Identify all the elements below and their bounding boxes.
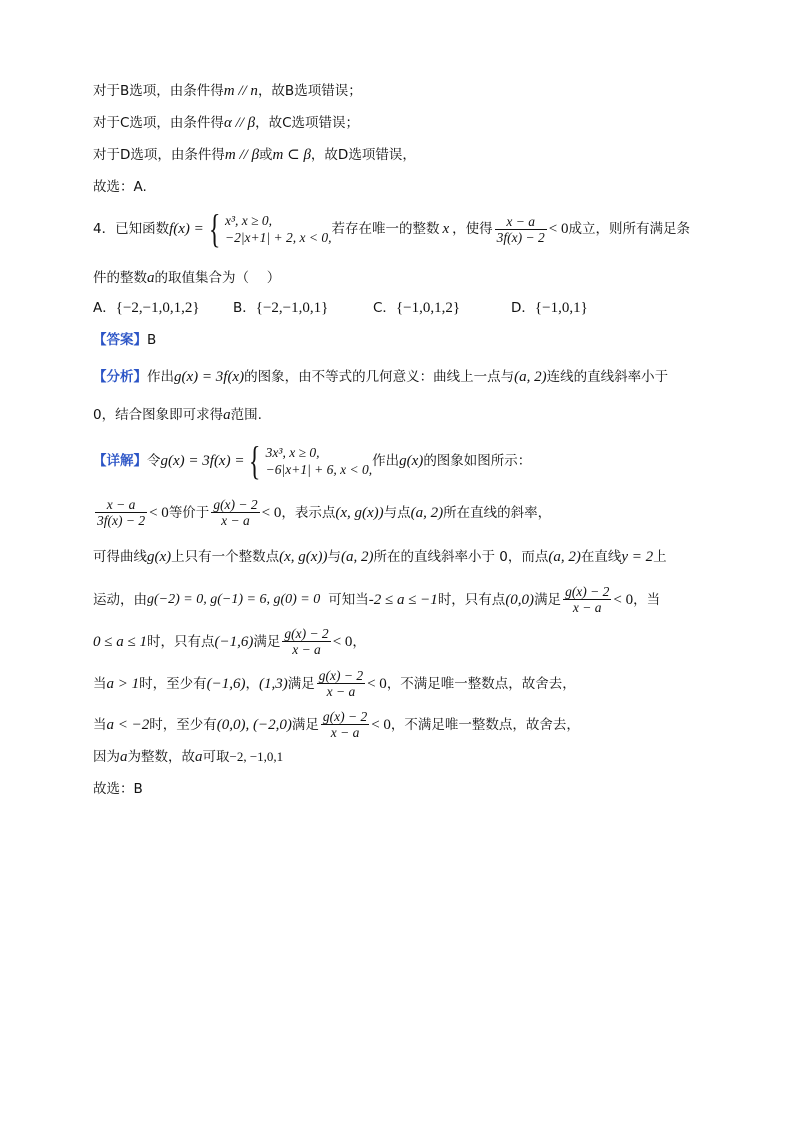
math-expr: α // β — [223, 115, 256, 131]
function-name: g(x) = 3f(x) = — [160, 453, 245, 469]
text-fragment: (x, g(x)) — [279, 549, 328, 565]
text-fragment: 可知当 — [328, 591, 369, 608]
text-fragment: 可得曲线 — [93, 549, 147, 565]
text-fragment: 所在的直线斜率小于 0，而点 — [373, 549, 549, 565]
text-fragment: ，不满足唯一整数点，故舍去， — [390, 716, 580, 733]
text: 对于C选项，由条件得 — [93, 115, 224, 131]
analysis-tag: 【分析】 — [93, 369, 147, 385]
analysis-line-1 — [93, 367, 668, 387]
text-fragment: x − a — [572, 600, 602, 615]
text-fragment: x − a — [326, 684, 356, 699]
answer-value: B — [147, 332, 157, 348]
function-name: f(x) = — [169, 221, 204, 237]
relation: < 0 — [149, 504, 169, 521]
text-fragment: (0,0) — [505, 591, 535, 608]
answer-line — [93, 330, 156, 350]
text: 的图象如图所示： — [423, 453, 532, 469]
text: 等价于 — [168, 504, 210, 521]
text-fragment: (0,0), (−2,0) — [216, 716, 292, 733]
brace-symbol: { — [208, 206, 221, 251]
text-fragment — [93, 206, 690, 251]
math-expr: g(x) — [399, 453, 424, 469]
text: 或 — [259, 147, 273, 163]
text-fragment: C． — [373, 300, 396, 316]
text-fragment: a — [120, 749, 128, 765]
detail-line-7 — [93, 709, 580, 740]
fraction — [321, 709, 369, 740]
text-fragment: x − a — [330, 725, 360, 740]
piecewise-cases — [266, 444, 372, 478]
text-fragment: 时，至少有 — [149, 716, 217, 733]
question-4-line-2 — [93, 268, 280, 288]
fraction — [282, 626, 330, 657]
math-var: a — [147, 270, 155, 286]
text-fragment: 上 — [653, 549, 667, 565]
case-1: 3x³, x ≥ 0, — [265, 445, 320, 460]
text-fragment: 上只有一个整数点 — [171, 549, 280, 565]
math-expr: m ⊂ β — [272, 147, 311, 163]
text-fragment: 满足 — [291, 716, 319, 733]
relation: < 0 — [261, 504, 282, 521]
detail-line-6 — [93, 668, 576, 699]
text-fragment: 与 — [327, 549, 341, 565]
text-fragment: (−1,6) — [214, 633, 254, 650]
text-fragment: 时，至少有 — [139, 675, 207, 692]
text-fragment: g(x) − 2 — [284, 626, 329, 641]
text-fragment: (a, 2) — [548, 549, 581, 565]
text: 作出 — [372, 453, 400, 469]
text: 件的整数 — [93, 270, 147, 286]
text-fragment: -2 ≤ a ≤ −1 — [368, 591, 438, 608]
detail-line-8 — [93, 747, 283, 767]
fraction — [95, 497, 147, 528]
text-fragment: g(x) − 2 — [565, 584, 610, 599]
text-fragment: ， — [352, 633, 366, 650]
text-fragment — [93, 497, 551, 528]
text-fragment: a — [195, 749, 203, 765]
text-fragment: < 0 — [613, 591, 634, 608]
fraction — [211, 497, 259, 528]
text: 的取值集合为（ ） — [154, 270, 281, 286]
text-fragment: g(x) − 2 — [318, 668, 364, 683]
math-expr: (a, 2) — [410, 504, 444, 521]
text-fragment: ，不满足唯一整数点，故舍去， — [386, 675, 576, 692]
analysis-line-2 — [93, 405, 262, 425]
text-fragment: g(x) − 2 — [213, 497, 258, 512]
text-fragment: a < −2 — [106, 716, 150, 733]
option-c — [373, 298, 511, 318]
text: 成立，则所有满足条 — [568, 221, 690, 237]
text-fragment: < 0 — [367, 675, 387, 692]
detail-line-4 — [93, 584, 660, 615]
text-fragment: g(x) − 2 — [322, 709, 368, 724]
text-fragment: (−1,6) — [206, 675, 246, 692]
text-line-choose-a: 故选：A. — [93, 179, 147, 195]
text-fragment: A． — [93, 300, 116, 316]
text-fragment — [93, 626, 366, 657]
text-fragment — [93, 668, 576, 699]
detail-line-1 — [93, 438, 532, 483]
text-fragment: g(x) — [147, 549, 172, 565]
text: 对于B选项，由条件得 — [93, 83, 224, 99]
text-fragment: 因为 — [93, 749, 120, 765]
text-fragment: B． — [233, 300, 256, 316]
text-fragment: ， — [245, 675, 259, 692]
text-fragment: 满足 — [253, 633, 281, 650]
text-fragment: a > 1 — [106, 675, 140, 692]
detail-tag: 【详解】 — [93, 453, 147, 469]
math-expr: g(x) = 3f(x) — [174, 369, 245, 385]
text-fragment: g(−2) = 0, g(−1) = 6, g(0) = 0 — [147, 591, 321, 607]
text-fragment: 0 ≤ a ≤ 1 — [93, 633, 147, 650]
text-line-b-option — [93, 81, 362, 101]
fraction — [495, 214, 547, 245]
text-fragment: {−1,0,1,2} — [395, 300, 461, 316]
text: 0，结合图象即可求得 — [93, 407, 224, 423]
text: ，使得 — [452, 221, 493, 237]
fraction — [563, 584, 611, 615]
detail-line-2 — [93, 497, 551, 528]
text: 与点 — [383, 504, 411, 521]
text-line-c-option — [93, 113, 359, 133]
text-fragment: {−1,0,1} — [534, 300, 588, 316]
text-fragment: (a, 2) — [340, 549, 374, 565]
text-fragment: y = 2 — [621, 549, 654, 565]
text-fragment: {−2,−1,0,1,2} — [115, 300, 200, 316]
option-b — [233, 298, 373, 318]
text-fragment: 满足 — [534, 591, 562, 608]
math-expr: m // β — [224, 147, 260, 163]
options-row — [93, 298, 588, 318]
denominator: 3f(x) − 2 — [496, 229, 545, 245]
text-fragment: 时，只有点 — [437, 591, 506, 608]
text-fragment: 运动，由 — [93, 591, 147, 608]
text: ，表示点 — [281, 504, 336, 521]
math-var: x — [442, 221, 450, 237]
text-fragment: x − a — [221, 513, 250, 528]
option-a — [93, 298, 233, 318]
text-fragment: ，当 — [633, 591, 661, 608]
text-fragment: 当 — [93, 675, 107, 692]
brace-symbol: { — [249, 438, 261, 483]
detail-line-5 — [93, 626, 366, 657]
option-d — [511, 298, 588, 318]
text: 范围. — [230, 407, 262, 423]
text-fragment — [93, 709, 580, 740]
detail-line-3 — [93, 547, 667, 567]
case-1: x³, x ≥ 0, — [224, 213, 273, 228]
text: 对于D选项，由条件得 — [93, 147, 225, 163]
text-fragment: 满足 — [287, 675, 315, 692]
answer-tag: 【答案】 — [93, 332, 147, 348]
question-prefix: 4．已知函数 — [93, 221, 170, 237]
text-fragment: 3f(x) − 2 — [97, 513, 146, 528]
question-4-line-1 — [93, 206, 690, 251]
text-fragment: 时，只有点 — [146, 633, 215, 650]
text-fragment: {−2,−1,0,1} — [255, 300, 329, 316]
text: 令 — [147, 453, 161, 469]
case-2: −2|x+1| + 2, x < 0, — [224, 230, 332, 245]
text: 连线的直线斜率小于 — [546, 369, 669, 385]
text-fragment: 为整数，故 — [127, 749, 195, 765]
text: 的图象，由不等式的几何意义：曲线上一点与 — [244, 369, 515, 385]
case-2: −6|x+1| + 6, x < 0, — [265, 462, 373, 477]
math-var: a — [223, 407, 231, 423]
text: 若存在唯一的整数 — [331, 221, 440, 237]
text-fragment: < 0 — [332, 633, 353, 650]
text: 所在直线的斜率， — [443, 504, 552, 521]
text-fragment — [93, 438, 532, 483]
math-expr: (a, 2) — [514, 369, 547, 385]
text-line-d-option — [93, 145, 416, 165]
relation: < 0 — [548, 221, 569, 237]
detail-line-choose-b: 故选：B — [93, 781, 143, 797]
text-fragment: 在直线 — [580, 549, 622, 565]
text: ，故D选项错误， — [310, 147, 416, 163]
text-fragment: 可取 — [202, 749, 230, 765]
text-fragment: (1,3) — [259, 675, 288, 692]
piecewise-cases — [225, 212, 331, 246]
text: ，故B选项错误； — [257, 83, 362, 99]
math-expr: m // n — [223, 83, 258, 99]
text: ，故C选项错误； — [255, 115, 360, 131]
text-fragment: x − a — [95, 497, 147, 513]
math-expr: (x, g(x)) — [335, 504, 384, 521]
text-fragment: 当 — [93, 716, 107, 733]
text-fragment: x − a — [292, 642, 321, 657]
text-fragment: D． — [511, 300, 535, 316]
numerator: x − a — [495, 214, 547, 230]
text-fragment — [93, 584, 660, 615]
text: 作出 — [147, 369, 174, 385]
text-fragment: −2, −1,0,1 — [229, 749, 284, 764]
text-fragment: < 0 — [371, 716, 391, 733]
fraction — [317, 668, 365, 699]
